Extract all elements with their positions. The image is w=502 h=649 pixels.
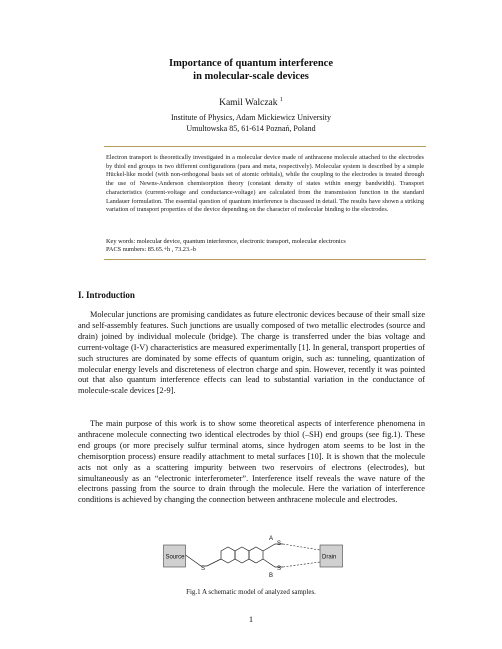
pacs-numbers: PACS numbers: 85.65.+h , 73.23.-b: [106, 246, 196, 254]
title-line-2: in molecular-scale devices: [193, 71, 309, 82]
paper-title: [0, 57, 502, 83]
source-label: Source: [165, 554, 185, 561]
title-line-1: Importance of quantum interference: [169, 58, 333, 69]
keywords: Key words: molecular device, quantum interference, electronic transport, molecular electronics: [106, 238, 346, 245]
sulfur-top-label: S: [277, 541, 282, 547]
site-b-label: B: [269, 573, 274, 579]
contact-b-line: [283, 562, 320, 567]
paragraph-1: Molecular junctions are promising candidates as future electronic devices because of their small size and self-assembly features. Such junctions are usually composed of two metallic electrodes (source and drain) joined by individual molecule (bridge). The charge is transferred under the bias voltage and current-voltage (I-V) characteristics are measured experimentally [1]. In general, transport properties of such structures are dominated by some effects of quantum origin, such as: tunneling, quantization of molecular energy levels and discreteness of electron charge and spin. However, recently it was pointed out that also quantum interference effects can lead to substantial variation in the conductance of molecule-scale devices [2-9].: [78, 310, 425, 396]
abstract-bottom-rule: [104, 259, 426, 260]
author-name: Kamil Walczak: [219, 98, 278, 109]
paragraph-2: The main purpose of this work is to show some theoretical aspects of interference phenomena in anthracene molecule connecting two identical electrodes by thiol (–SH) end groups (see fig.1). These end groups (or more precisely sulfur terminal atoms, since hydrogen atom seems to be lost in the chemisorption process) ensure readily attachment to metal surfaces [10]. It is shown that the molecule acts not only as a scattering impurity between two reservoirs of electrons (electrodes), but simultaneously as an “electronic interferometer”. Interference itself reveals the wave nature of the electrons passing from the source to drain through the molecule. Here the variation of interference conditions is achieved by changing the connection between anthracene molecule and electrodes.: [78, 419, 425, 505]
site-a-label: A: [269, 536, 274, 542]
left-thiol-bond: [186, 555, 222, 566]
abstract-top-rule: [104, 146, 426, 147]
affiliation-line-1: Institute of Physics, Adam Mickiewicz University: [171, 113, 331, 122]
author: [0, 97, 502, 108]
section-heading: I. Introduction: [78, 290, 135, 300]
contact-a-line: [283, 544, 320, 550]
sulfur-left-label: S: [201, 566, 206, 572]
author-footnote-mark: 1: [279, 97, 283, 103]
keywords-block: [106, 238, 424, 254]
drain-contact-dashed: [283, 544, 320, 567]
affiliation: [0, 113, 502, 134]
sulfur-bottom-label: S: [277, 566, 282, 572]
molecule-schematic-figure: [163, 535, 343, 580]
ring-2: [235, 547, 249, 563]
ring-1: [221, 547, 235, 563]
drain-label: Drain: [322, 554, 337, 561]
abstract: Electron transport is theoretically investigated in a molecular device made of anthracene molecule attached to the electrodes by thiol end groups in two different configurations (para and meta, respectively). Molecular system is described by a simple Hückel-like model (with non-orthogonal basis set of atomic orbitals), while the coupling to the electrodes is treated through the use of Newns-Anderson chemisorption theory (constant density of states within energy bandwidth). Transport characteristics (current-voltage and conductance-voltage) are calculated from the transmission function in the standard Landauer formulation. The essential question of quantum interference is discussed in detail. The results have shown a striking variation of transport properties of the device depending on the character of molecular binding to the electrodes.: [106, 154, 424, 214]
figure-caption: Fig.1 A schematic model of analyzed samples.: [186, 588, 316, 596]
page-number: 1: [248, 614, 254, 624]
anthracene-molecule: [186, 544, 284, 567]
affiliation-line-2: Umultowska 85, 61-614 Poznań, Poland: [186, 123, 316, 133]
ring-3: [249, 547, 263, 563]
